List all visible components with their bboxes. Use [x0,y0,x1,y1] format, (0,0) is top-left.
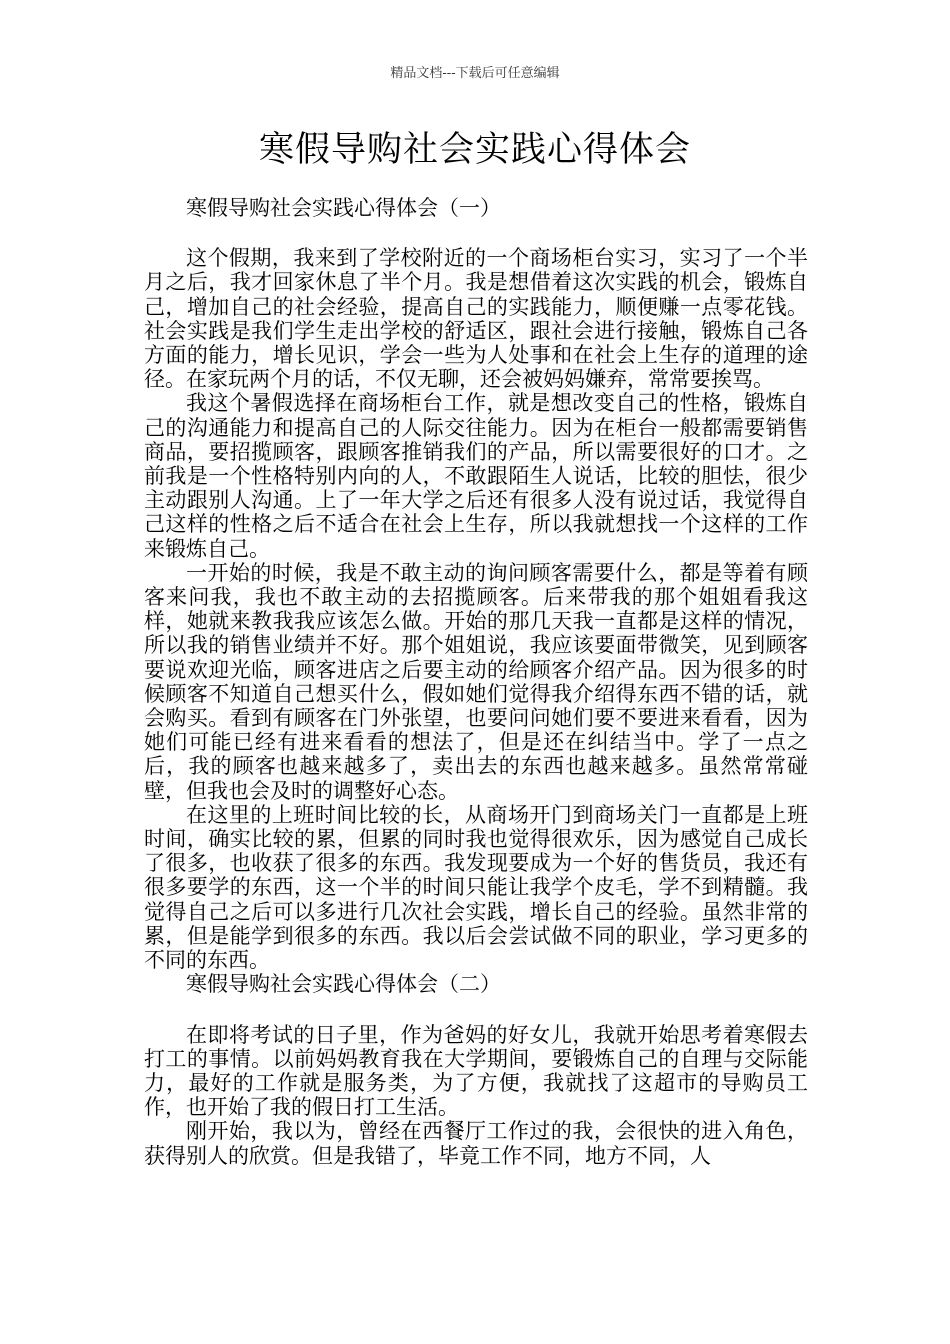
paragraph: 在这里的上班时间比较的长，从商场开门到商场关门一直都是上班时间，确实比较的累，但累的同时我也觉得很欢乐，因为感觉自己成长了很多，也收获了很多的东西。我发现要成为一个好的售货员，我还有很多要学的东西，这一个半的时间只能让我学个皮毛，学不到精髓。我觉得自己之后可以多进行几次社会实践，增长自己的经验。虽然非常的累，但是能学到很多的东西。我以后会尝试做不同的职业，学习更多的不同的东西。 [144,802,808,973]
document-body [144,196,808,1168]
paragraph: 一开始的时候，我是不敢主动的询问顾客需要什么，都是等着有顾客来问我，我也不敢主动的去招揽顾客。后来带我的那个姐姐看我这样，她就来教我我应该怎么做。开始的那几天我一直都是这样的情况，所以我的销售业绩并不好。那个姐姐说，我应该要面带微笑，见到顾客要说欢迎光临，顾客进店之后要主动的给顾客介绍产品。因为很多的时候顾客不知道自己想买什么，假如她们觉得我介绍得东西不错的话，就会购买。看到有顾客在门外张望，也要问问她们要不要进来看看，因为她们可能已经有进来看看的想法了，但是还在纠结当中。学了一点之后，我的顾客也越来越多了，卖出去的东西也越来越多。虽然常常碰壁，但我也会及时的调整好心态。 [144,560,808,803]
paragraph: 在即将考试的日子里，作为爸妈的好女儿，我就开始思考着寒假去打工的事情。以前妈妈教育我在大学期间，要锻炼自己的自理与交际能力，最好的工作就是服务类，为了方便，我就找了这超市的导购员工作，也开始了我的假日打工生活。 [144,1022,808,1120]
section-heading-1: 寒假导购社会实践心得体会（一） [186,196,501,220]
paragraph: 这个假期，我来到了学校附近的一个商场柜台实习，实习了一个半月之后，我才回家休息了半个月。我是想借着这次实践的机会，锻炼自己，增加自己的社会经验，提高自己的实践能力，顺便赚一点零花钱。社会实践是我们学生走出学校的舒适区，跟社会进行接触，锻炼自己各方面的能力，增长见识，学会一些为人处事和在社会上生存的道理的途径。在家玩两个月的话，不仅无聊，还会被妈妈嫌弃，常常要挨骂。 [144,246,808,392]
paragraph: 刚开始，我以为，曾经在西餐厅工作过的我，会很快的进入角色，获得别人的欣赏。但是我错了，毕竟工作不同，地方不同，人 [144,1119,808,1168]
section-heading-2: 寒假导购社会实践心得体会（二） [186,972,501,997]
document-title: 寒假导购社会实践心得体会 [258,130,691,170]
page-header: 精品文档---下载后可任意编辑 [390,66,560,81]
paragraph: 我这个暑假选择在商场柜台工作，就是想改变自己的性格，锻炼自己的沟通能力和提高自己的人际交往能力。因为在柜台一般都需要销售商品，要招揽顾客，跟顾客推销我们的产品，所以需要很好的口才。之前我是一个性格特别内向的人，不敢跟陌生人说话，比较的胆怯，很少主动跟别人沟通。上了一年大学之后还有很多人没有说过话，我觉得自己这样的性格之后不适合在社会上生存，所以我就想找一个这样的工作来锻炼自己。 [144,391,808,561]
